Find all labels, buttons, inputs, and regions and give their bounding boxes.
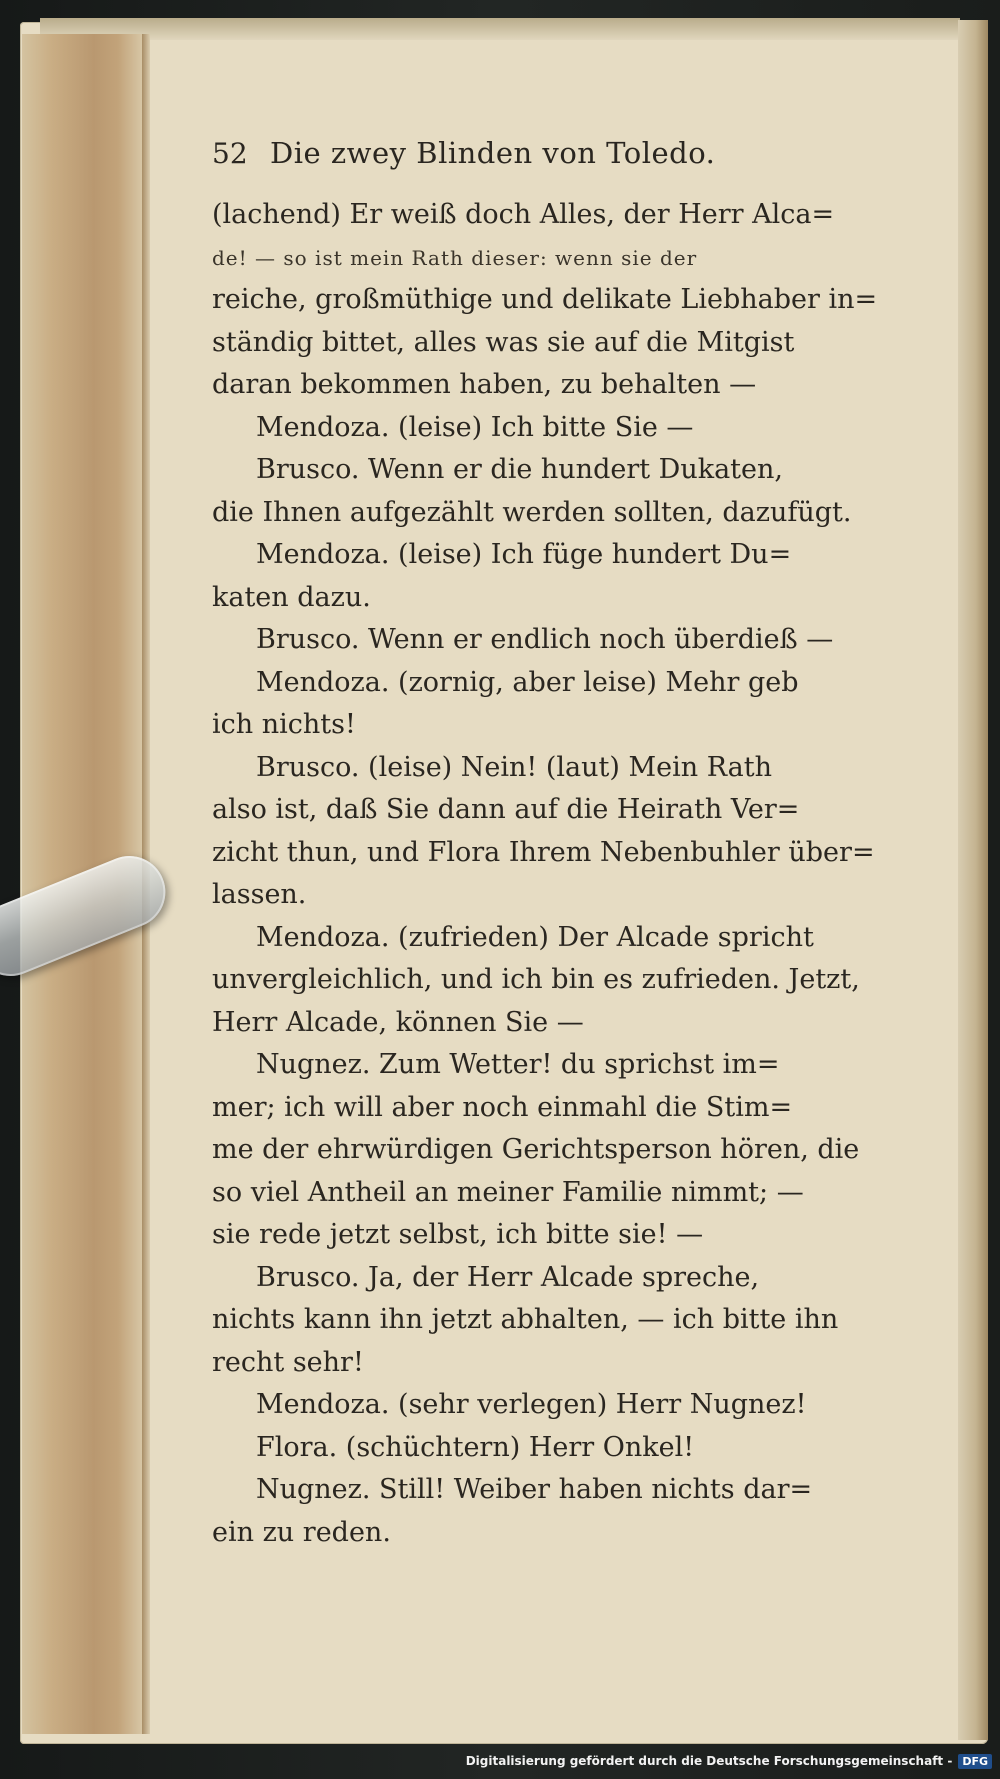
text-line: me der ehrwürdigen Gerichtsperson hören, die <box>212 1134 860 1165</box>
page-right-edge <box>958 20 988 1740</box>
text-line: unvergleichlich, und ich bin es zufrieden. Jetzt, <box>212 964 860 995</box>
page-text <box>212 132 892 1554</box>
text-line: ein zu reden. <box>212 1516 391 1548</box>
text-line: Nugnez. Still! Weiber haben nichts dar= <box>256 1474 813 1505</box>
text-line: Mendoza. (leise) Ich füge hundert Du= <box>256 539 792 570</box>
running-header <box>212 132 892 182</box>
text-line: ständig bittet, alles was sie auf die Mitgist <box>212 326 795 358</box>
text-line: Mendoza. (zornig, aber leise) Mehr geb <box>256 666 799 698</box>
text-line: zicht thun, und Flora Ihrem Nebenbuhler über= <box>212 836 875 868</box>
text-line: die Ihnen aufgezählt werden sollten, dazufügt. <box>212 496 852 528</box>
text-line: mer; ich will aber noch einmahl die Stim= <box>212 1091 793 1123</box>
text-line: Nugnez. Zum Wetter! du sprichst im= <box>256 1049 780 1080</box>
text-line: Brusco. Wenn er endlich noch überdieß — <box>256 624 834 655</box>
text-line: Herr Alcade, können Sie — <box>212 1006 584 1038</box>
text-line: sie rede jetzt selbst, ich bitte sie! — <box>212 1219 704 1250</box>
dfg-logo: DFG <box>958 1754 992 1769</box>
text-line: ich nichts! <box>212 709 356 740</box>
text-line: Brusco. Wenn er die hundert Dukaten, <box>256 454 783 485</box>
text-line: (lachend) Er weiß doch Alles, der Herr Alca= <box>212 199 835 230</box>
running-title: Die zwey Blinden von Toledo. <box>270 136 716 170</box>
page-top-edge <box>40 18 960 40</box>
text-line: Mendoza. (zufrieden) Der Alcade spricht <box>256 921 814 953</box>
text-line: also ist, daß Sie dann auf die Heirath Ver= <box>212 794 800 825</box>
text-line: Flora. (schüchtern) Herr Onkel! <box>256 1431 695 1463</box>
text-line: daran bekommen haben, zu behalten — <box>212 369 757 400</box>
text-line: recht sehr! <box>212 1346 364 1378</box>
text-line: so viel Antheil an meiner Familie nimmt; — <box>212 1176 804 1208</box>
page-number: 52 <box>212 137 248 170</box>
text-line: Brusco. Ja, der Herr Alcade spreche, <box>256 1261 760 1293</box>
digitization-credit <box>466 1749 992 1773</box>
text-line: Mendoza. (leise) Ich bitte Sie — <box>256 411 694 443</box>
text-line: de! — so ist mein Rath dieser: wenn sie der <box>212 245 698 270</box>
text-line: lassen. <box>212 879 307 910</box>
text-line: Mendoza. (sehr verlegen) Herr Nugnez! <box>256 1389 807 1420</box>
credit-text: Digitalisierung gefördert durch die Deutsche Forschungsgemeinschaft - <box>465 1754 953 1768</box>
text-line: katen dazu. <box>212 581 371 613</box>
text-line: nichts kann ihn jetzt abhalten, — ich bitte ihn <box>212 1304 839 1335</box>
text-line: Brusco. (leise) Nein! (laut) Mein Rath <box>256 751 772 783</box>
text-line: reiche, großmüthige und delikate Liebhaber in= <box>212 284 878 315</box>
